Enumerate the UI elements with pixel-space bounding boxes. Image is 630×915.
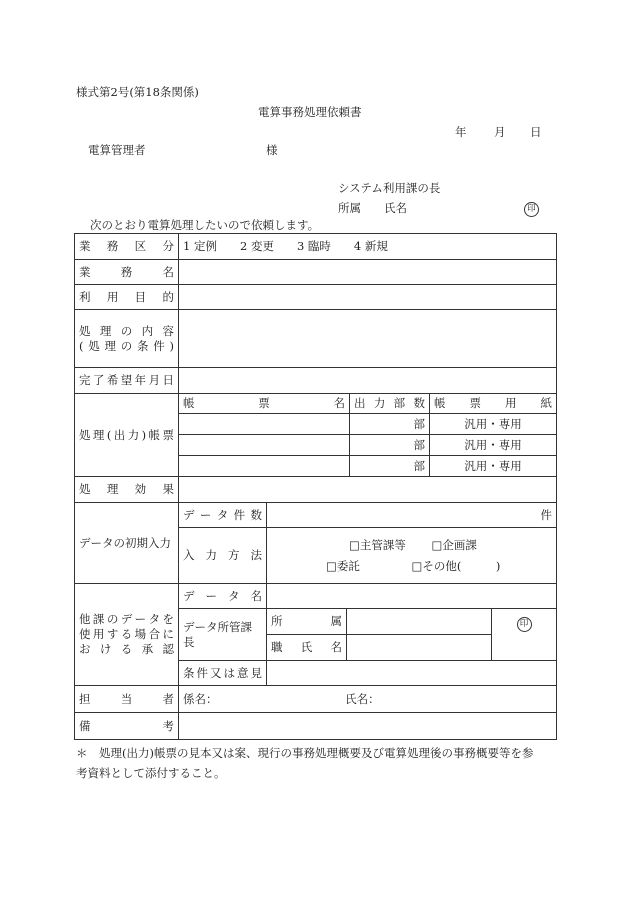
label-gyomu-kubun: 業務区分 xyxy=(79,239,174,254)
field-riyo-mokuteki[interactable] xyxy=(179,285,557,310)
field-shori-koka[interactable] xyxy=(179,477,557,503)
row-riyo-mokuteki xyxy=(75,285,557,310)
busu-3[interactable]: 部 xyxy=(350,456,430,477)
seal-icon: 印 xyxy=(524,200,539,217)
row-shori-naiyo xyxy=(75,310,557,368)
date-month-label: 月 xyxy=(494,125,506,139)
field-chohyo-mei-3[interactable] xyxy=(179,456,350,477)
row-gyomu-kubun xyxy=(75,234,557,260)
header-shutsuryoku-busu: 出力部数 xyxy=(354,396,425,411)
field-data-kensu[interactable]: 件 xyxy=(267,503,557,528)
label-takai-3: おける承認 xyxy=(79,641,174,656)
row-gyomu-mei xyxy=(75,260,557,285)
yoshi-1[interactable]: 汎用・専用 xyxy=(430,414,557,435)
label-data-mei: データ名 xyxy=(183,588,262,603)
requester-dept-label: 所属 xyxy=(338,201,361,215)
field-tanto[interactable] xyxy=(179,686,557,713)
field-data-mei[interactable] xyxy=(267,584,557,609)
form-title: 電算事務処理依頼書 xyxy=(258,105,362,119)
field-shokushimei[interactable] xyxy=(347,635,492,661)
footnote-line-2: 考資料として添付すること。 xyxy=(76,766,226,780)
date-day-label: 日 xyxy=(530,125,542,139)
request-form-table xyxy=(74,233,557,740)
busu-1[interactable]: 部 xyxy=(350,414,430,435)
row-shori-koka xyxy=(75,477,557,503)
label-shori-naiyo: 処理の内容 xyxy=(79,323,174,338)
intro-text: 次のとおり電算処理したいので依頼します。 xyxy=(90,218,320,232)
honorific: 様 xyxy=(266,143,278,157)
label-data-shoki: データの初期入力 xyxy=(75,503,179,584)
label-takai-1: 他課のデータを xyxy=(79,612,174,627)
row-kanryo xyxy=(75,368,557,394)
label-takai-2: 使用する場合に xyxy=(79,627,174,642)
row-chohyo-header xyxy=(75,394,557,414)
nyuryoku-options xyxy=(267,528,557,584)
seal-cell xyxy=(492,609,557,661)
approval-seal-icon: 印 xyxy=(517,617,532,632)
field-kanryo[interactable] xyxy=(179,368,557,394)
label-kanryo: 完了希望年月日 xyxy=(79,373,174,388)
yoshi-2[interactable]: 汎用・専用 xyxy=(430,435,557,456)
checkbox-sonota[interactable]: □ その他( ) xyxy=(412,559,501,573)
requester-title: システム利用課の長 xyxy=(338,181,441,195)
form-number: 様式第2号(第18条関係) xyxy=(76,85,199,99)
footnote-line-1: ＊ 処理(出力)帳票の見本又は案、現行の事務処理概要及び電算処理後の事務概要等を参 xyxy=(76,746,534,760)
label-shimei: 氏名： xyxy=(345,691,380,706)
row-data-kensu xyxy=(75,503,557,528)
label-chohyo: 処理(出力)帳票 xyxy=(79,427,174,442)
field-chohyo-mei-2[interactable] xyxy=(179,435,350,456)
checkbox-kikaku[interactable]: □ 企画課 xyxy=(432,538,477,552)
label-biko: 備考 xyxy=(79,718,174,733)
row-biko xyxy=(75,713,557,740)
date-year-label: 年 xyxy=(455,125,467,139)
label-joken: 条件又は意見 xyxy=(183,665,262,680)
yoshi-3[interactable]: 汎用・専用 xyxy=(430,456,557,477)
row-tanto xyxy=(75,686,557,713)
header-chohyo-yoshi: 帳票用紙 xyxy=(434,396,553,411)
label-shokushimei: 職氏名 xyxy=(271,640,342,655)
addressee: 電算管理者 xyxy=(88,143,146,157)
field-gyomu-mei[interactable] xyxy=(179,260,557,285)
field-shori-naiyo[interactable] xyxy=(179,310,557,368)
busu-2[interactable]: 部 xyxy=(350,435,430,456)
row-data-mei xyxy=(75,584,557,609)
label-nyuryoku-hoho: 入力方法 xyxy=(183,548,262,563)
label-data-shokan: データ所管課長 xyxy=(179,609,267,661)
label-riyo-mokuteki: 利用目的 xyxy=(79,289,174,304)
label-shori-koka: 処理効果 xyxy=(79,482,174,497)
field-shozoku[interactable] xyxy=(347,609,492,635)
field-biko[interactable] xyxy=(179,713,557,740)
label-shori-joken: (処理の条件) xyxy=(79,338,174,353)
label-shozoku: 所属 xyxy=(271,614,342,629)
field-joken[interactable] xyxy=(267,661,557,686)
requester-name-label: 氏名 xyxy=(384,201,407,215)
header-chohyo-mei: 帳票名 xyxy=(183,396,345,411)
kubun-options[interactable]: 1 定例 2 変更 3 臨時 4 新規 xyxy=(179,234,557,260)
checkbox-itaku[interactable]: □ 委託 xyxy=(326,559,360,573)
label-data-kensu: データ件数 xyxy=(183,507,262,522)
checkbox-shukan[interactable]: □ 主管課等 xyxy=(349,538,406,552)
label-gyomu-mei: 業務名 xyxy=(79,264,174,279)
field-chohyo-mei-1[interactable] xyxy=(179,414,350,435)
label-kakari: 係名： xyxy=(183,691,218,706)
label-tanto: 担当者 xyxy=(79,691,174,706)
